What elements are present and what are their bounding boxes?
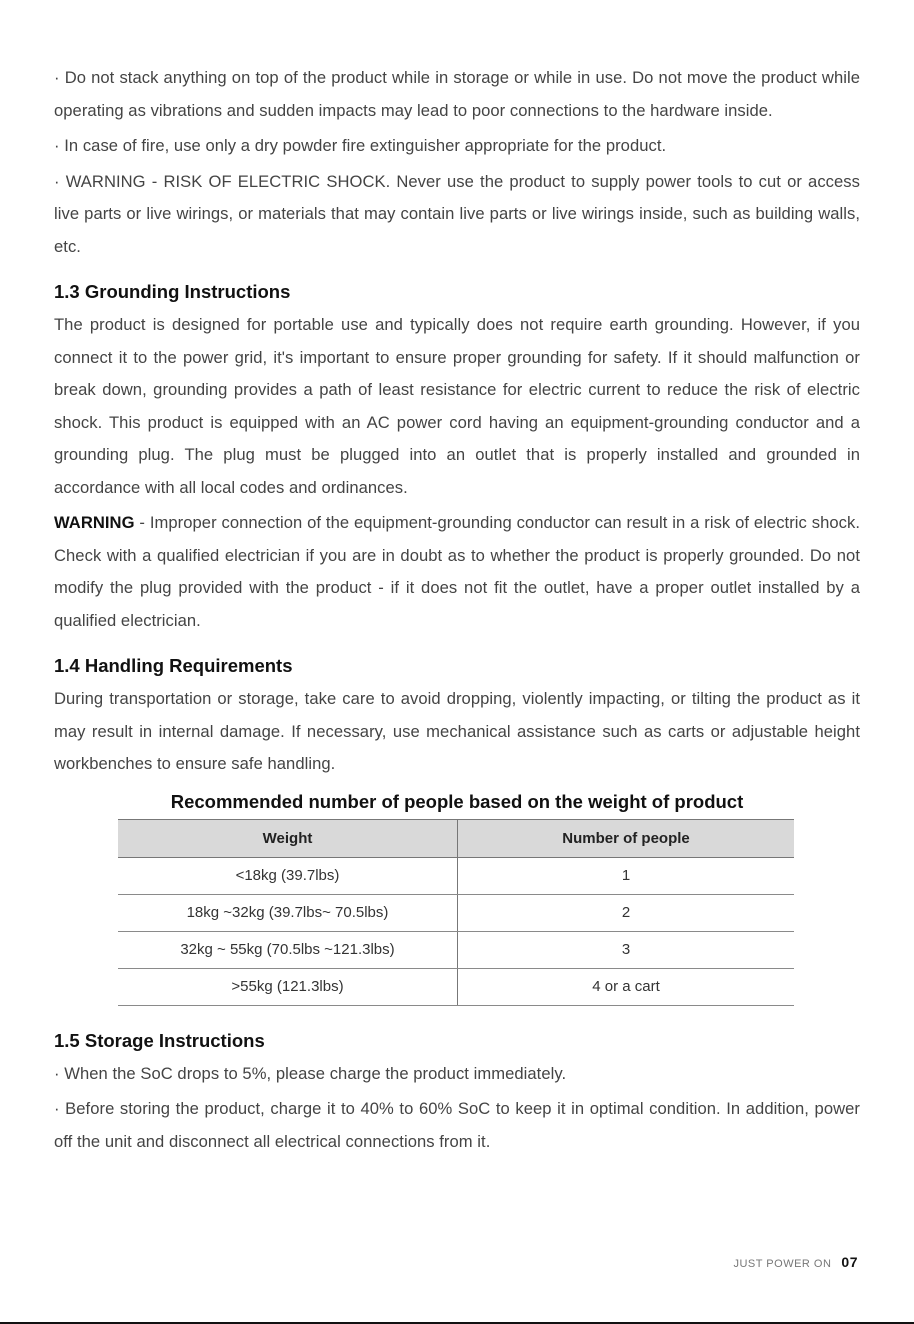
intro-paragraph-3: · WARNING - RISK OF ELECTRIC SHOCK. Never use the product to supply power tools to cut or access live parts or live wirings, or materials that may contain live parts or live wirings inside, such as building walls, etc. (54, 171, 860, 256)
footer-brand: JUST POWER ON (733, 1258, 832, 1270)
people-cell: 2 (458, 894, 795, 931)
weight-cell: >55kg (121.3lbs) (118, 968, 458, 1005)
section-heading-handling: 1.4 Handling Requirements (54, 655, 293, 676)
page-footer (733, 1254, 858, 1270)
grounding-warning (54, 507, 860, 637)
storage-paragraph-1: · When the SoC drops to 5%, please charge the product immediately. (54, 1063, 567, 1083)
table-header-row (118, 819, 794, 857)
handling-paragraph: During transportation or storage, take care to avoid dropping, violently impacting, or tilting the product as it may result in internal damage. If necessary, use mechanical assistance such as carts or adjustable height workbenches to ensure safe handling. (54, 689, 860, 773)
table-title: Recommended number of people based on the weight of product (170, 790, 744, 812)
grounding-paragraph: The product is designed for portable use and typically does not require earth grounding. However, if you connect it to the power grid, it's important to ensure proper grounding for safety. If it should malfunction or break down, grounding provides a path of least resistance for electric current to reduce the risk of electric shock. This product is equipped with an AC power cord having an equipment-grounding conductor and a grounding plug. The plug must be plugged into an outlet that is properly installed and grounded in accordance with all local codes and ordinances. (54, 315, 860, 497)
warning-label: WARNING (54, 513, 135, 532)
page-number: 07 (841, 1254, 858, 1270)
table-row (118, 894, 794, 931)
table-row (118, 968, 794, 1005)
document-body (54, 62, 860, 1161)
weight-cell: <18kg (39.7lbs) (118, 857, 458, 894)
section-heading-grounding: 1.3 Grounding Instructions (54, 281, 291, 302)
intro-paragraph-2: · In case of fire, use only a dry powder fire extinguisher appropriate for the product. (54, 136, 667, 155)
column-header-weight: Weight (118, 819, 458, 857)
people-weight-table (118, 819, 794, 1006)
section-heading-storage: 1.5 Storage Instructions (54, 1029, 265, 1051)
warning-text: - Improper connection of the equipment-grounding conductor can result in a risk of electric shock. Check with a qualified electrician if you are in doubt as to whether the product is properly grounded. Do not modify the plug provided with the product - if it does not fit the outlet, have a proper outlet installed by a qualified electrician. (54, 513, 860, 630)
table-row (118, 931, 794, 968)
people-cell: 3 (458, 931, 795, 968)
weight-cell: 32kg ~ 55kg (70.5lbs ~121.3lbs) (118, 931, 458, 968)
table-row (118, 857, 794, 894)
weight-cell: 18kg ~32kg (39.7lbs~ 70.5lbs) (118, 894, 458, 931)
intro-paragraph-1: · Do not stack anything on top of the product while in storage or while in use. Do not move the product while operating as vibrations and sudden impacts may lead to poor connections to the hardware inside. (54, 68, 860, 120)
column-header-people: Number of people (458, 819, 795, 857)
people-cell: 1 (458, 857, 795, 894)
storage-paragraph-2: · Before storing the product, charge it to 40% to 60% SoC to keep it in optimal condition. In addition, power off the unit and disconnect all electrical connections from it. (54, 1099, 860, 1151)
people-cell: 4 or a cart (458, 968, 795, 1005)
